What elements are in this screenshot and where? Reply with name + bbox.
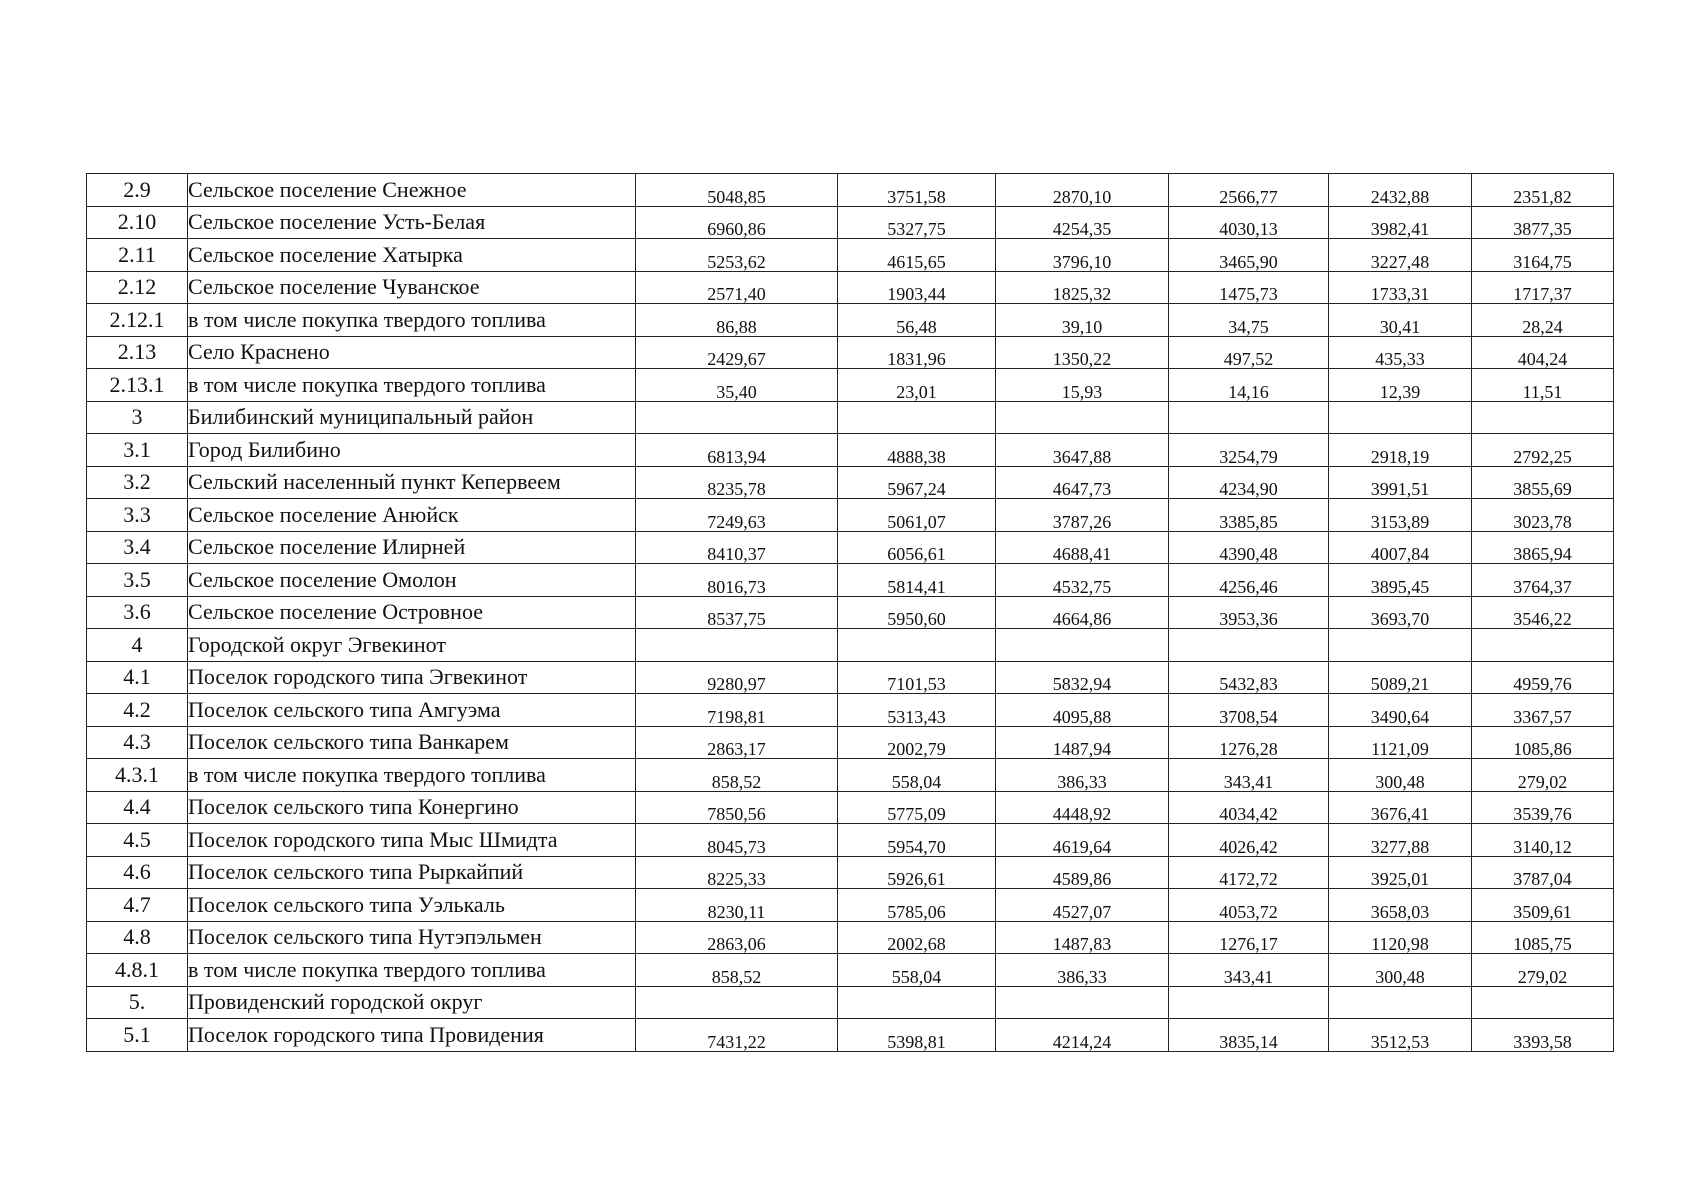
row-name-cell: Сельское поселение Илирней: [188, 531, 636, 564]
row-name-cell: в том числе покупка твердого топлива: [188, 759, 636, 792]
value-cell: 3647,88: [996, 434, 1169, 467]
value-cell: 4256,46: [1169, 564, 1329, 597]
value-cell: 4053,72: [1169, 889, 1329, 922]
value-cell: 5775,09: [838, 791, 996, 824]
value-cell: [1169, 401, 1329, 434]
row-number-cell: 3.2: [87, 466, 188, 499]
value-cell: 343,41: [1169, 954, 1329, 987]
table-row: [87, 466, 1614, 499]
value-cell: 2432,88: [1329, 174, 1472, 207]
value-cell: 23,01: [838, 369, 996, 402]
value-cell: [1329, 629, 1472, 662]
value-cell: 2918,19: [1329, 434, 1472, 467]
table-row: [87, 499, 1614, 532]
value-cell: 3982,41: [1329, 206, 1472, 239]
table-row: [87, 694, 1614, 727]
value-cell: 300,48: [1329, 759, 1472, 792]
value-cell: 3385,85: [1169, 499, 1329, 532]
row-number-cell: 5.1: [87, 1019, 188, 1052]
value-cell: 6960,86: [636, 206, 838, 239]
value-cell: 35,40: [636, 369, 838, 402]
value-cell: 300,48: [1329, 954, 1472, 987]
value-cell: [838, 629, 996, 662]
value-cell: 2870,10: [996, 174, 1169, 207]
row-name-cell: Поселок городского типа Мыс Шмидта: [188, 824, 636, 857]
row-number-cell: 3.6: [87, 596, 188, 629]
value-cell: 3490,64: [1329, 694, 1472, 727]
value-cell: 4448,92: [996, 791, 1169, 824]
value-cell: 3764,37: [1472, 564, 1614, 597]
value-cell: 4234,90: [1169, 466, 1329, 499]
value-cell: 3546,22: [1472, 596, 1614, 629]
value-cell: 5048,85: [636, 174, 838, 207]
value-cell: 3787,04: [1472, 856, 1614, 889]
row-number-cell: 4.3.1: [87, 759, 188, 792]
row-number-cell: 3: [87, 401, 188, 434]
value-cell: 858,52: [636, 954, 838, 987]
value-cell: 5926,61: [838, 856, 996, 889]
value-cell: 4026,42: [1169, 824, 1329, 857]
value-cell: 558,04: [838, 954, 996, 987]
row-name-cell: Сельский населенный пункт Кепервеем: [188, 466, 636, 499]
value-cell: 7431,22: [636, 1019, 838, 1052]
value-cell: 14,16: [1169, 369, 1329, 402]
table-row: [87, 239, 1614, 272]
table-row: [87, 629, 1614, 662]
value-cell: 3708,54: [1169, 694, 1329, 727]
value-cell: 3676,41: [1329, 791, 1472, 824]
value-cell: 3865,94: [1472, 531, 1614, 564]
value-cell: [1169, 986, 1329, 1019]
value-cell: 2429,67: [636, 336, 838, 369]
row-name-cell: в том числе покупка твердого топлива: [188, 304, 636, 337]
row-name-cell: Сельское поселение Омолон: [188, 564, 636, 597]
row-number-cell: 5.: [87, 986, 188, 1019]
value-cell: 2863,17: [636, 726, 838, 759]
value-cell: 1350,22: [996, 336, 1169, 369]
value-cell: 3509,61: [1472, 889, 1614, 922]
value-cell: 3835,14: [1169, 1019, 1329, 1052]
table-row: [87, 856, 1614, 889]
row-number-cell: 2.9: [87, 174, 188, 207]
value-cell: 3953,36: [1169, 596, 1329, 629]
row-number-cell: 2.11: [87, 239, 188, 272]
value-cell: 3751,58: [838, 174, 996, 207]
table-row: [87, 401, 1614, 434]
value-cell: 4647,73: [996, 466, 1169, 499]
value-cell: 4527,07: [996, 889, 1169, 922]
value-cell: 2571,40: [636, 271, 838, 304]
row-name-cell: в том числе покупка твердого топлива: [188, 954, 636, 987]
value-cell: 4615,65: [838, 239, 996, 272]
value-cell: 12,39: [1329, 369, 1472, 402]
table-row: [87, 986, 1614, 1019]
value-cell: [996, 401, 1169, 434]
value-cell: 3658,03: [1329, 889, 1472, 922]
row-number-cell: 4.4: [87, 791, 188, 824]
row-number-cell: 4.2: [87, 694, 188, 727]
table-row: [87, 824, 1614, 857]
value-cell: 4254,35: [996, 206, 1169, 239]
value-cell: 5832,94: [996, 661, 1169, 694]
value-cell: 5967,24: [838, 466, 996, 499]
row-number-cell: 2.12.1: [87, 304, 188, 337]
row-name-cell: Поселок сельского типа Рыркайпий: [188, 856, 636, 889]
value-cell: 497,52: [1169, 336, 1329, 369]
table-row: [87, 889, 1614, 922]
table-row: [87, 921, 1614, 954]
value-cell: 1831,96: [838, 336, 996, 369]
value-cell: 3895,45: [1329, 564, 1472, 597]
value-cell: 2566,77: [1169, 174, 1329, 207]
value-cell: 3367,57: [1472, 694, 1614, 727]
value-cell: 1276,28: [1169, 726, 1329, 759]
row-number-cell: 3.3: [87, 499, 188, 532]
value-cell: 5432,83: [1169, 661, 1329, 694]
row-name-cell: в том числе покупка твердого топлива: [188, 369, 636, 402]
value-cell: 3512,53: [1329, 1019, 1472, 1052]
value-cell: 4959,76: [1472, 661, 1614, 694]
value-cell: 4034,42: [1169, 791, 1329, 824]
value-cell: 279,02: [1472, 759, 1614, 792]
value-cell: 3925,01: [1329, 856, 1472, 889]
row-name-cell: Поселок сельского типа Ванкарем: [188, 726, 636, 759]
value-cell: 86,88: [636, 304, 838, 337]
value-cell: 8410,37: [636, 531, 838, 564]
table-row: [87, 954, 1614, 987]
value-cell: 3254,79: [1169, 434, 1329, 467]
value-cell: 3855,69: [1472, 466, 1614, 499]
value-cell: 1475,73: [1169, 271, 1329, 304]
table-row: [87, 1019, 1614, 1052]
row-number-cell: 4.8.1: [87, 954, 188, 987]
row-name-cell: Сельское поселение Анюйск: [188, 499, 636, 532]
table-row: [87, 564, 1614, 597]
value-cell: 5089,21: [1329, 661, 1472, 694]
row-number-cell: 2.13.1: [87, 369, 188, 402]
value-cell: 3877,35: [1472, 206, 1614, 239]
value-cell: 8045,73: [636, 824, 838, 857]
value-cell: 4532,75: [996, 564, 1169, 597]
value-cell: 7198,81: [636, 694, 838, 727]
value-cell: 4688,41: [996, 531, 1169, 564]
table-row: [87, 434, 1614, 467]
row-name-cell: Сельское поселение Усть-Белая: [188, 206, 636, 239]
row-name-cell: Поселок городского типа Эгвекинот: [188, 661, 636, 694]
row-number-cell: 4.6: [87, 856, 188, 889]
value-cell: 8537,75: [636, 596, 838, 629]
value-cell: 5313,43: [838, 694, 996, 727]
value-cell: 1487,83: [996, 921, 1169, 954]
value-cell: 9280,97: [636, 661, 838, 694]
value-cell: 1121,09: [1329, 726, 1472, 759]
table-row: [87, 726, 1614, 759]
value-cell: 1903,44: [838, 271, 996, 304]
value-cell: [636, 986, 838, 1019]
value-cell: 1825,32: [996, 271, 1169, 304]
value-cell: [996, 629, 1169, 662]
value-cell: 4095,88: [996, 694, 1169, 727]
row-number-cell: 2.13: [87, 336, 188, 369]
value-cell: 386,33: [996, 954, 1169, 987]
value-cell: 4007,84: [1329, 531, 1472, 564]
row-name-cell: Сельское поселение Островное: [188, 596, 636, 629]
value-cell: 5398,81: [838, 1019, 996, 1052]
row-name-cell: Сельское поселение Снежное: [188, 174, 636, 207]
row-number-cell: 2.10: [87, 206, 188, 239]
table-row: [87, 174, 1614, 207]
value-cell: [838, 986, 996, 1019]
row-name-cell: Село Краснено: [188, 336, 636, 369]
table-row: [87, 304, 1614, 337]
row-name-cell: Городской округ Эгвекинот: [188, 629, 636, 662]
row-number-cell: 4: [87, 629, 188, 662]
value-cell: 2792,25: [1472, 434, 1614, 467]
value-cell: 5253,62: [636, 239, 838, 272]
value-cell: 1276,17: [1169, 921, 1329, 954]
value-cell: 4589,86: [996, 856, 1169, 889]
value-cell: 435,33: [1329, 336, 1472, 369]
table-row: [87, 661, 1614, 694]
value-cell: 3277,88: [1329, 824, 1472, 857]
row-name-cell: Сельское поселение Чуванское: [188, 271, 636, 304]
value-cell: 5814,41: [838, 564, 996, 597]
value-cell: [1472, 629, 1614, 662]
table-row: [87, 206, 1614, 239]
value-cell: 8016,73: [636, 564, 838, 597]
value-cell: 4619,64: [996, 824, 1169, 857]
value-cell: 2863,06: [636, 921, 838, 954]
row-number-cell: 3.1: [87, 434, 188, 467]
value-cell: 3140,12: [1472, 824, 1614, 857]
row-name-cell: Поселок сельского типа Уэлькаль: [188, 889, 636, 922]
value-cell: 2002,79: [838, 726, 996, 759]
value-cell: 4664,86: [996, 596, 1169, 629]
value-cell: 858,52: [636, 759, 838, 792]
row-name-cell: Город Билибино: [188, 434, 636, 467]
value-cell: 3465,90: [1169, 239, 1329, 272]
value-cell: 2002,68: [838, 921, 996, 954]
value-cell: 1717,37: [1472, 271, 1614, 304]
value-cell: 8225,33: [636, 856, 838, 889]
value-cell: 558,04: [838, 759, 996, 792]
value-cell: 11,51: [1472, 369, 1614, 402]
row-name-cell: Поселок сельского типа Конергино: [188, 791, 636, 824]
row-number-cell: 4.7: [87, 889, 188, 922]
value-cell: 7249,63: [636, 499, 838, 532]
value-cell: 1120,98: [1329, 921, 1472, 954]
row-name-cell: Сельское поселение Хатырка: [188, 239, 636, 272]
row-name-cell: Поселок городского типа Провидения: [188, 1019, 636, 1052]
row-number-cell: 4.5: [87, 824, 188, 857]
value-cell: [1169, 629, 1329, 662]
value-cell: 28,24: [1472, 304, 1614, 337]
value-cell: 3153,89: [1329, 499, 1472, 532]
value-cell: 3539,76: [1472, 791, 1614, 824]
value-cell: [636, 401, 838, 434]
data-table: [86, 173, 1614, 1052]
row-number-cell: 4.3: [87, 726, 188, 759]
value-cell: [636, 629, 838, 662]
value-cell: 3227,48: [1329, 239, 1472, 272]
table-row: [87, 596, 1614, 629]
value-cell: [996, 986, 1169, 1019]
value-cell: [1329, 986, 1472, 1019]
value-cell: 15,93: [996, 369, 1169, 402]
value-cell: 7101,53: [838, 661, 996, 694]
value-cell: 8235,78: [636, 466, 838, 499]
table-row: [87, 271, 1614, 304]
row-name-cell: Билибинский муниципальный район: [188, 401, 636, 434]
value-cell: 34,75: [1169, 304, 1329, 337]
value-cell: 404,24: [1472, 336, 1614, 369]
value-cell: 6813,94: [636, 434, 838, 467]
value-cell: 1487,94: [996, 726, 1169, 759]
value-cell: [1472, 401, 1614, 434]
value-cell: 1733,31: [1329, 271, 1472, 304]
value-cell: 386,33: [996, 759, 1169, 792]
table-row: [87, 336, 1614, 369]
value-cell: 4030,13: [1169, 206, 1329, 239]
value-cell: 39,10: [996, 304, 1169, 337]
value-cell: 3991,51: [1329, 466, 1472, 499]
value-cell: 8230,11: [636, 889, 838, 922]
row-name-cell: Провиденский городской округ: [188, 986, 636, 1019]
value-cell: 1085,75: [1472, 921, 1614, 954]
value-cell: 4390,48: [1169, 531, 1329, 564]
value-cell: 5954,70: [838, 824, 996, 857]
value-cell: 3023,78: [1472, 499, 1614, 532]
value-cell: 3787,26: [996, 499, 1169, 532]
row-number-cell: 4.1: [87, 661, 188, 694]
row-number-cell: 3.5: [87, 564, 188, 597]
table-row: [87, 759, 1614, 792]
row-number-cell: 2.12: [87, 271, 188, 304]
value-cell: 1085,86: [1472, 726, 1614, 759]
value-cell: 4214,24: [996, 1019, 1169, 1052]
value-cell: 30,41: [1329, 304, 1472, 337]
table-row: [87, 791, 1614, 824]
value-cell: 5327,75: [838, 206, 996, 239]
row-number-cell: 3.4: [87, 531, 188, 564]
value-cell: 7850,56: [636, 791, 838, 824]
value-cell: [1329, 401, 1472, 434]
value-cell: 5061,07: [838, 499, 996, 532]
table-row: [87, 531, 1614, 564]
value-cell: [838, 401, 996, 434]
value-cell: [1472, 986, 1614, 1019]
row-name-cell: Поселок сельского типа Нутэпэльмен: [188, 921, 636, 954]
value-cell: 3393,58: [1472, 1019, 1614, 1052]
value-cell: 4172,72: [1169, 856, 1329, 889]
value-cell: 5950,60: [838, 596, 996, 629]
table-body: [87, 174, 1614, 1052]
value-cell: 3693,70: [1329, 596, 1472, 629]
row-name-cell: Поселок сельского типа Амгуэма: [188, 694, 636, 727]
value-cell: 56,48: [838, 304, 996, 337]
value-cell: 5785,06: [838, 889, 996, 922]
value-cell: 6056,61: [838, 531, 996, 564]
value-cell: 4888,38: [838, 434, 996, 467]
value-cell: 3164,75: [1472, 239, 1614, 272]
value-cell: 2351,82: [1472, 174, 1614, 207]
value-cell: 279,02: [1472, 954, 1614, 987]
value-cell: 3796,10: [996, 239, 1169, 272]
table-row: [87, 369, 1614, 402]
value-cell: 343,41: [1169, 759, 1329, 792]
row-number-cell: 4.8: [87, 921, 188, 954]
